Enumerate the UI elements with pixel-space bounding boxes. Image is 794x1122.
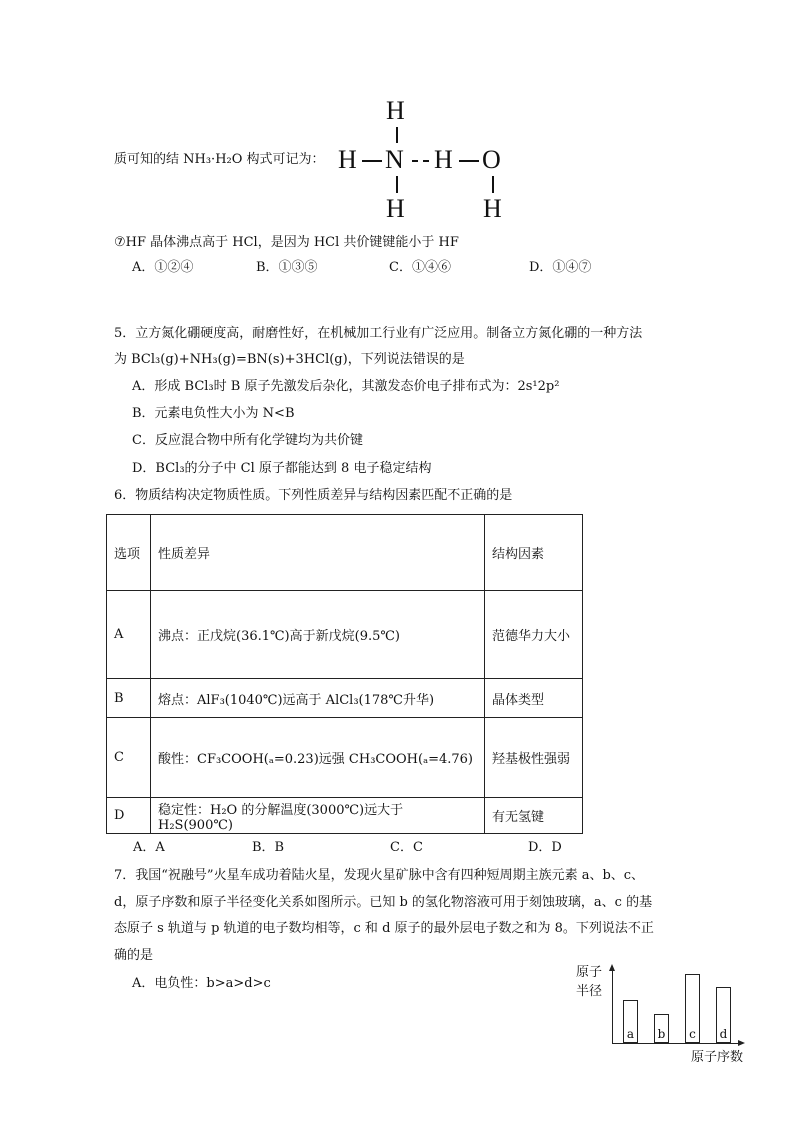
q5-option-b[interactable]: B．元素电负性大小为 N<B [132, 406, 295, 421]
table-row [107, 591, 583, 679]
q6-option-a[interactable]: A．A [133, 840, 165, 855]
q6-option-c[interactable]: C．C [390, 840, 423, 855]
row-option: D [107, 798, 151, 834]
q5-option-a[interactable]: A．形成 BCl₃时 B 原子先激发后杂化，其激发态价电子排布式为：2s¹2p² [132, 379, 560, 394]
chart-ylabel-line-1: 原子 [576, 965, 603, 980]
atom-h-bottom-o: H [483, 194, 502, 223]
bond-h-o [459, 160, 479, 162]
bond-h-n [362, 160, 382, 162]
chart-x-axis [612, 1043, 740, 1044]
bar-c [685, 974, 700, 1043]
q7-option-a[interactable]: A．电负性：b>a>d>c [132, 976, 271, 991]
q5-stem-line-2: 为 BCl₃(g)+NH₃(g)=BN(s)+3HCl(g)，下列说法错误的是 [114, 352, 465, 367]
q4-option-c[interactable]: C．①④⑥ [389, 260, 451, 275]
row-option: C [107, 718, 151, 798]
hydrogen-bond-dash-2 [423, 160, 429, 162]
bar-label-a: a [626, 1027, 635, 1041]
bond-o-h-bottom [492, 176, 494, 193]
hydrogen-bond-dash-1 [412, 160, 418, 162]
q6-option-b[interactable]: B．B [252, 840, 285, 855]
table-row [107, 798, 583, 834]
header-option: 选项 [107, 515, 151, 591]
row-option: B [107, 679, 151, 718]
table-row [107, 718, 583, 798]
q5-stem-line-1: 5．立方氮化硼硬度高，耐磨性好，在机械加工行业有广泛应用。制备立方氮化硼的一种方法 [114, 326, 643, 341]
q6-stem: 6．物质结构决定物质性质。下列性质差异与结构因素匹配不正确的是 [114, 488, 513, 503]
row-difference: 稳定性：H₂O 的分解温度(3000℃)远大于 H₂S(900℃) [151, 798, 485, 834]
row-factor: 范德华力大小 [485, 591, 583, 679]
bond-n-h-bottom [396, 176, 398, 193]
q4-option-a[interactable]: A．①②④ [132, 260, 194, 275]
table-row [107, 679, 583, 718]
atom-h-left: H [338, 145, 357, 174]
bar-b [654, 1014, 669, 1043]
bar-a [623, 1000, 638, 1043]
row-option: A [107, 591, 151, 679]
header-factor: 结构因素 [485, 515, 583, 591]
bar-d [716, 987, 731, 1043]
chart-ylabel-line-2: 半径 [576, 984, 603, 999]
q6-option-d[interactable]: D．D [528, 840, 562, 855]
bar-label-b: b [657, 1027, 666, 1041]
atom-h-middle: H [434, 145, 453, 174]
atom-h-bottom-n: H [386, 194, 405, 223]
chart-plot-area [612, 966, 752, 1046]
row-factor: 晶体类型 [485, 679, 583, 718]
bar-label-c: c [689, 1027, 696, 1041]
chart-xlabel: 原子序数 [691, 1050, 744, 1065]
row-factor: 羟基极性强弱 [485, 718, 583, 798]
row-difference: 熔点：AlF₃(1040℃)远高于 AlCl₃(178℃升华) [151, 679, 485, 718]
q6-table [106, 514, 583, 834]
q7-stem-line-2: d，原子序数和原子半径变化关系如图所示。已知 b 的氢化物溶液可用于刻蚀玻璃，a、c 的基 [114, 895, 653, 910]
row-difference: 沸点：正戊烷(36.1℃)高于新戊烷(9.5℃) [151, 591, 485, 679]
table-header-row [107, 515, 583, 591]
q7-stem-line-3: 态原子 s 轨道与 p 轨道的电子数均相等，c 和 d 原子的最外层电子数之和为 8。下列说法不正 [114, 921, 654, 936]
bond-n-h-top [396, 127, 398, 143]
header-difference: 性质差异 [151, 515, 485, 591]
q4-item-7: ⑦HF 晶体沸点高于 HCl，是因为 HCl 共价键键能小于 HF [114, 235, 459, 250]
chart-y-axis [612, 966, 613, 1043]
q5-option-d[interactable]: D．BCl₃的分子中 Cl 原子都能达到 8 电子稳定结构 [132, 461, 432, 476]
q4-option-d[interactable]: D．①④⑦ [529, 260, 592, 275]
arrow-right-icon [738, 1040, 745, 1046]
atom-n: N [385, 145, 404, 174]
bar-label-d: d [719, 1027, 728, 1041]
atom-h-top: H [386, 96, 405, 125]
row-factor: 有无氢键 [485, 798, 583, 834]
q7-stem-line-1: 7．我国“祝融号”火星车成功着陆火星，发现火星矿脉中含有四种短周期主族元素 a、b、c、 [114, 868, 645, 883]
q5-option-c[interactable]: C．反应混合物中所有化学键均为共价键 [132, 433, 363, 448]
row-difference: 酸性：CF₃COOH(ₐ=0.23)远强 CH₃COOH(ₐ=4.76) [151, 718, 485, 798]
q4-option-b[interactable]: B．①③⑤ [256, 260, 318, 275]
arrow-up-icon [609, 964, 615, 971]
atom-o: O [482, 145, 501, 174]
formula-intro: 质可知的结 NH₃·H₂O 构式可记为： [114, 152, 325, 167]
q7-stem-line-4: 确的是 [114, 948, 154, 963]
